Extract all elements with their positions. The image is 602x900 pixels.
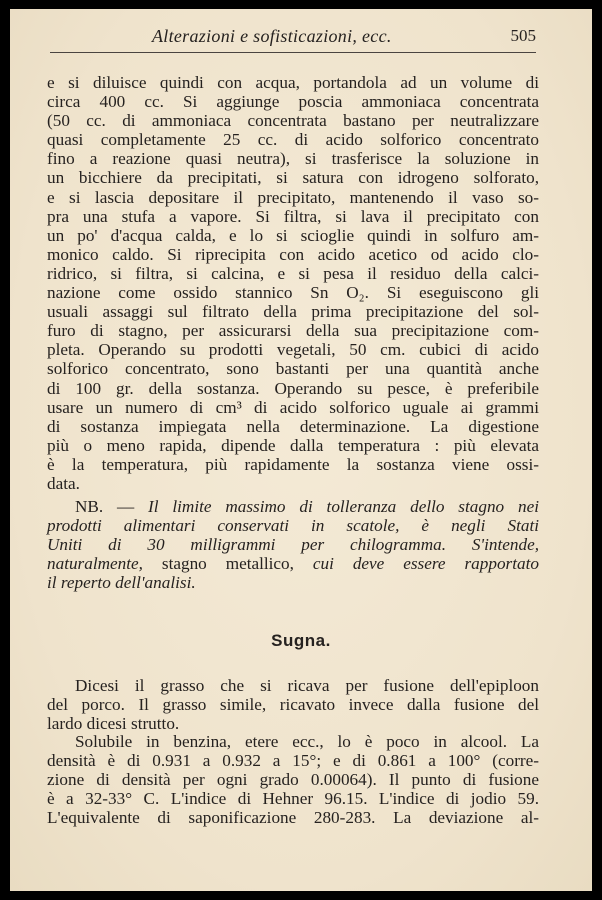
- running-header: [50, 26, 536, 53]
- text-line: (50 cc. di ammoniaca concentrata bastano per neutralizzare: [47, 111, 539, 131]
- text-line: lardo dicesi strutto.: [47, 714, 180, 734]
- text-line: fino a reazione quasi neutra), si trasferisce la soluzione in: [47, 149, 539, 169]
- text-line: monico caldo. Si riprecipita con acido acetico od acido clo-: [47, 244, 539, 264]
- text-line: un po' d'acqua calda, e lo si scioglie quindi in solfuro am-: [47, 225, 539, 245]
- paragraph-sugna-definition: [47, 676, 539, 733]
- text-line: più o meno rapida, dipende dalla temperatura : più elevata: [47, 435, 539, 455]
- text-line: e si lascia depositare il precipitato, mantenendo il vaso so-: [47, 187, 539, 207]
- text-line: è a 32-33° C. L'indice di Hehner 96.15. L'indice di jodio 59.: [47, 789, 539, 809]
- text-line: quasi completamente 25 cc. di acido solforico concentrato: [47, 130, 539, 150]
- text-line: circa 400 cc. Si aggiunge poscia ammoniaca concentrata: [47, 92, 539, 112]
- text-line: pleta. Operando su prodotti vegetali, 50 cm. cubici di acido: [47, 340, 539, 360]
- page-number: 505: [510, 26, 536, 45]
- nb-roman-text: stagno metallico,: [142, 554, 313, 574]
- nb-line: [47, 554, 539, 573]
- text-line: del porco. Il grasso simile, ricavato invece dalla fusione del: [47, 695, 539, 715]
- text-line: usare un numero di cm³ di acido solforico uguale ai grammi: [47, 397, 539, 417]
- text-line: densità è di 0.931 a 0.932 a 15°; e di 0.861 a 100° (corre-: [47, 751, 539, 771]
- text-line: di 100 gr. della sostanza. Operando su pesce, è preferibile: [47, 378, 539, 398]
- book-page: [10, 9, 592, 891]
- nb-line: prodotti alimentari conservati in scatole, è negli Stati: [47, 516, 539, 536]
- text-line: L'equivalente di saponificazione 280-283. La deviazione al-: [47, 808, 539, 828]
- text-line: ridrico, si filtra, si calcina, e si pesa il residuo della calci-: [47, 263, 539, 283]
- text-line: furo di stagno, per assicurarsi della sua precipitazione com-: [47, 321, 539, 341]
- nb-italic-text: cui deve essere rapportato: [312, 554, 539, 574]
- nb-line: [47, 497, 539, 516]
- text-line: zione di densità per ogni grado 0.00064). Il punto di fusione: [47, 770, 539, 790]
- paragraph-tin-determination: [47, 73, 539, 493]
- section-title-sugna: Sugna.: [271, 631, 331, 650]
- nb-note: [47, 497, 539, 592]
- nb-line: Uniti di 30 milligrammi per chilogramma. S'intende,: [47, 535, 539, 555]
- text-line: solforico concentrato, sono bastanti per una quantità anche: [47, 359, 539, 379]
- text-line: Solubile in benzina, etere ecc., lo è poco in alcool. La: [75, 732, 539, 751]
- text-line: nazione come ossido stannico Sn O₂. Si eseguiscono gli: [47, 283, 539, 303]
- paragraph-sugna-properties: [47, 732, 539, 827]
- text-line: e si diluisce quindi con acqua, portandola ad un volume di: [47, 73, 539, 92]
- nb-prefix: NB. —: [75, 497, 135, 516]
- text-line: è la temperatura, più rapidamente la sostanza viene ossi-: [47, 454, 539, 474]
- text-line: pra una stufa a vapore. Si filtra, si lava il precipitato con: [47, 206, 539, 226]
- text-line: data.: [47, 473, 80, 493]
- running-title: Alterazioni e sofisticazioni, ecc.: [152, 26, 392, 46]
- text-line: Dicesi il grasso che si ricava per fusione dell'epiploon: [75, 676, 539, 695]
- text-line: usuali assaggi sul filtrato della prima precipitazione del sol-: [47, 302, 539, 322]
- text-line: di sostanza impiegata nella determinazione. La digestione: [47, 416, 539, 436]
- nb-line: il reperto dell'analisi.: [47, 573, 196, 593]
- text-line: un bicchiere da precipitati, si satura con idrogeno solforato,: [47, 168, 539, 188]
- nb-italic-text: naturalmente,: [47, 554, 143, 574]
- nb-italic-text: Il limite massimo di tolleranza dello stagno nei: [134, 497, 539, 516]
